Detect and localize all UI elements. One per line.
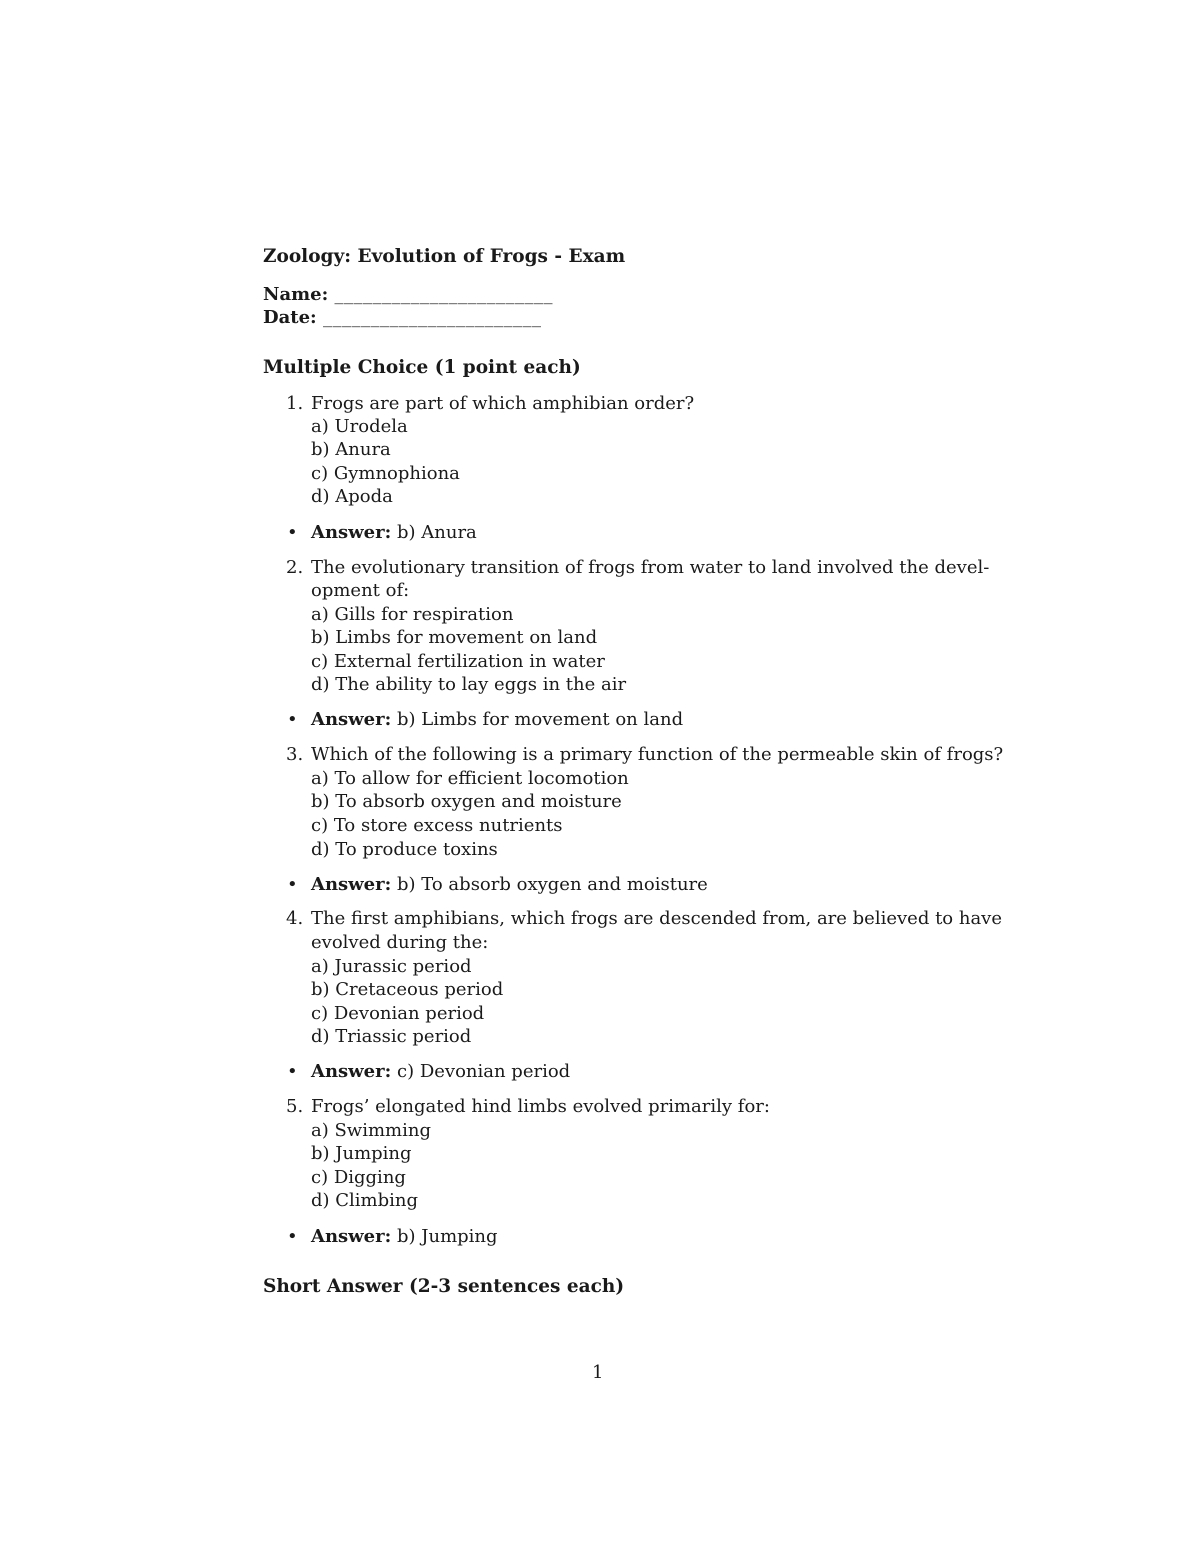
question-number: 1. [286,393,304,414]
option-d: d) The ability to lay eggs in the air [311,674,627,695]
answer-label: Answer: [311,522,392,543]
question-number: 2. [286,557,304,578]
option-b: b) Limbs for movement on land [311,627,598,648]
name-field [263,284,553,306]
name-label: Name: [263,284,329,305]
option-d: d) Triassic period [311,1026,472,1047]
answer-line [311,874,708,896]
option-c: c) To store excess nutrients [311,815,563,836]
option-b: b) Cretaceous period [311,979,504,1000]
name-blank: _______________________ [334,284,554,305]
question-text-line-2: opment of: [311,580,410,601]
bullet-icon: • [287,522,298,543]
option-b: b) Jumping [311,1143,412,1164]
option-a: a) Urodela [311,416,408,437]
option-a: a) Swimming [311,1120,431,1141]
question-text: Frogs’ elongated hind limbs evolved primarily for: [311,1096,770,1117]
option-d: d) To produce toxins [311,839,498,860]
date-blank: _______________________ [322,307,542,328]
answer-text: b) To absorb oxygen and moisture [397,874,708,895]
short-answer-heading: Short Answer (2-3 sentences each) [263,1276,625,1297]
option-d: d) Climbing [311,1190,419,1211]
option-a: a) To allow for efficient locomotion [311,768,629,789]
answer-label: Answer: [311,1226,392,1247]
option-b: b) To absorb oxygen and moisture [311,791,622,812]
question-number: 5. [286,1096,304,1117]
question-number: 4. [286,908,304,929]
answer-label: Answer: [311,1061,392,1082]
exam-title: Zoology: Evolution of Frogs - Exam [263,246,626,267]
bullet-icon: • [287,874,298,895]
question-text: Frogs are part of which amphibian order? [311,393,695,414]
date-label: Date: [263,307,317,328]
option-c: c) External fertilization in water [311,651,605,672]
option-c: c) Digging [311,1167,406,1188]
answer-text: b) Anura [397,522,477,543]
multiple-choice-heading: Multiple Choice (1 point each) [263,357,581,378]
option-b: b) Anura [311,439,391,460]
answer-text: b) Jumping [397,1226,498,1247]
answer-line [311,1226,498,1248]
question-text-line-2: evolved during the: [311,932,489,953]
bullet-icon: • [287,1226,298,1247]
answer-label: Answer: [311,874,392,895]
question-text-line-1: The evolutionary transition of frogs from water to land involved the devel- [311,557,990,578]
answer-label: Answer: [311,709,392,730]
answer-text: c) Devonian period [397,1061,571,1082]
answer-text: b) Limbs for movement on land [397,709,684,730]
option-a: a) Gills for respiration [311,604,514,625]
answer-line [311,709,683,731]
bullet-icon: • [287,1061,298,1082]
answer-line [311,1061,570,1083]
option-a: a) Jurassic period [311,956,472,977]
bullet-icon: • [287,709,298,730]
question-text-line-1: The first amphibians, which frogs are descended from, are believed to have [311,908,1003,929]
page-number: 1 [592,1362,604,1383]
option-c: c) Gymnophiona [311,463,460,484]
option-d: d) Apoda [311,486,393,507]
question-number: 3. [286,744,304,765]
answer-line [311,522,477,544]
question-text: Which of the following is a primary function of the permeable skin of frogs? [311,744,1004,765]
date-field [263,307,541,329]
option-c: c) Devonian period [311,1003,485,1024]
